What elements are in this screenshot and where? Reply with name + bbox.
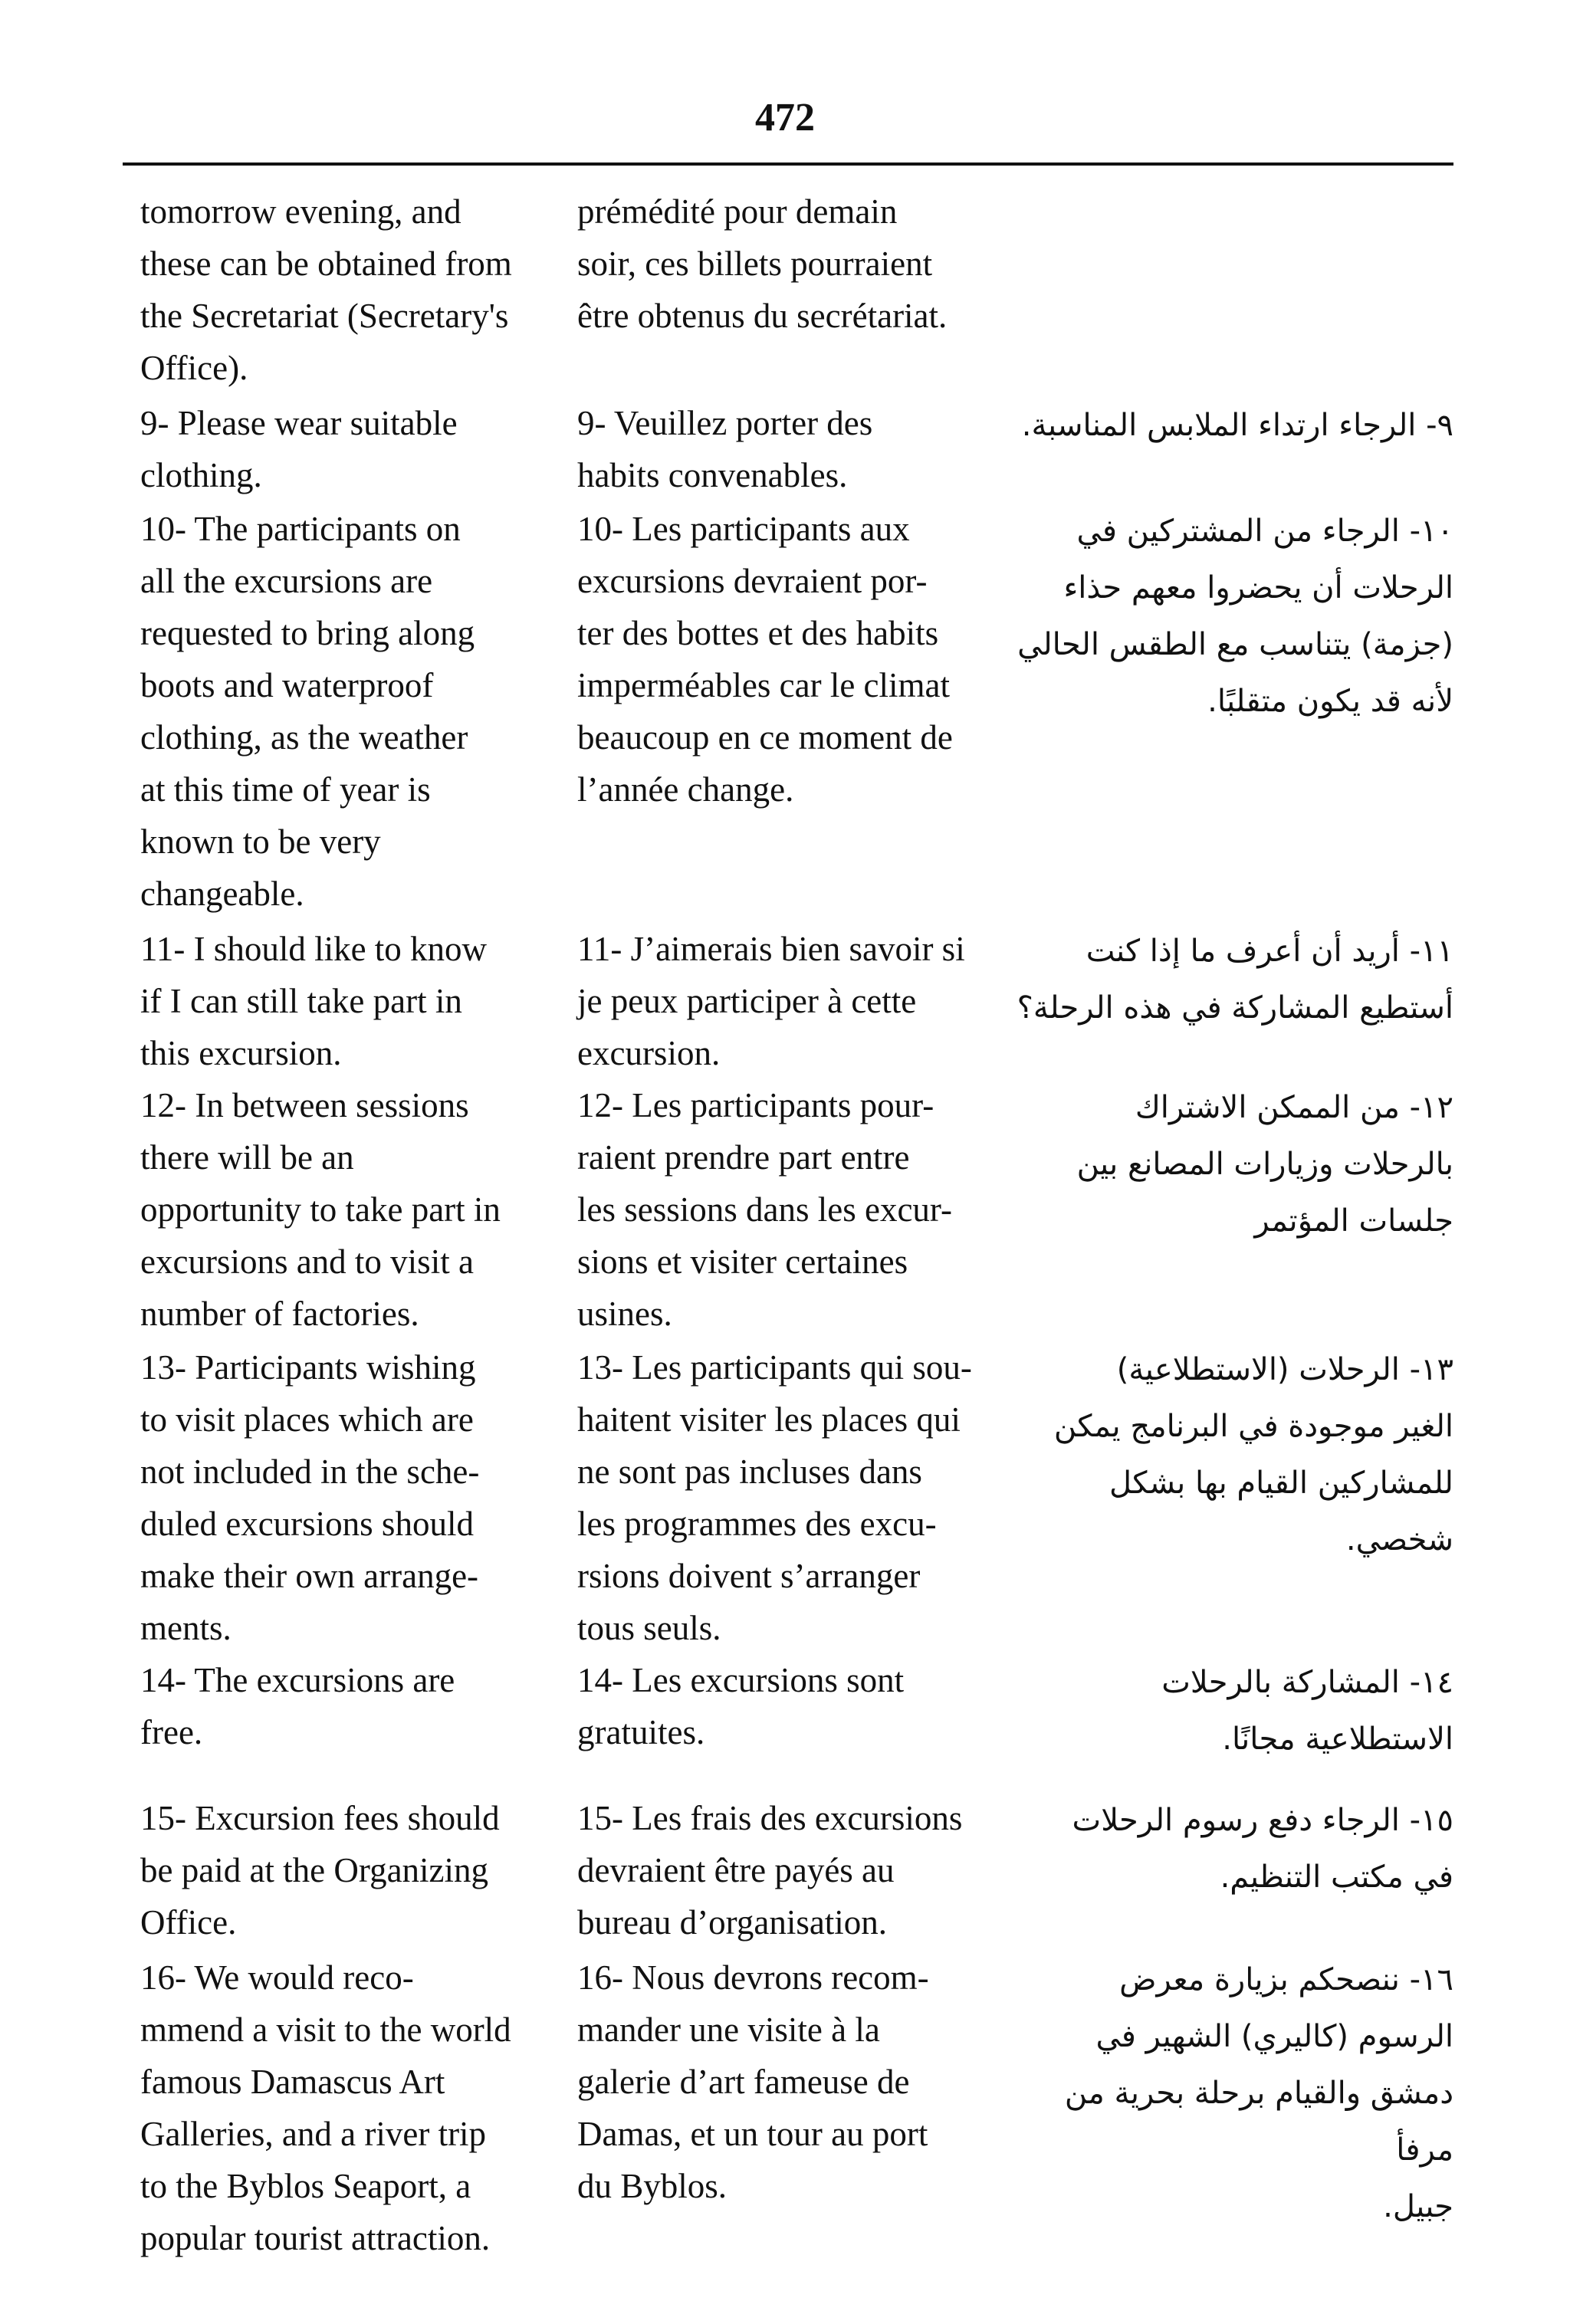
english-text: 11- I should like to know if I can still take part in this excursion. xyxy=(140,930,488,1072)
french-text: 10- Les participants aux excursions devraient por- ter des bottes et des habits imperméables car le climat beaucoup en ce moment de l’année change. xyxy=(577,510,953,809)
french-text: 14- Les excursions sont gratuites. xyxy=(577,1661,905,1751)
arabic-text: ١٢- من الممكن الاشتراك بالرحلات وزيارات المصانع بين جلسات المؤتمر xyxy=(1076,1090,1453,1239)
arabic-text: ٩- الرجاء ارتداء الملابس المناسبة. xyxy=(1021,408,1453,443)
english-text: 12- In between sessions there will be an opportunity to take part in excursions and to visit a number of factories. xyxy=(140,1086,501,1333)
english-text: 13- Participants wishing to visit places which are not included in the sche- duled excursions should make their own arrange- ments. xyxy=(140,1348,480,1647)
french-text: 15- Les frais des excursions devraient être payés au bureau d’organisation. xyxy=(577,1799,963,1942)
french-text: 16- Nous devrons recom- mander une visite à la galerie d’art fameuse de Damas, et un tour au port du Byblos. xyxy=(577,1958,929,2205)
english-text: 9- Please wear suitable clothing. xyxy=(140,404,458,494)
arabic-text: ١١- أريد أن أعرف ما إذا كنت أستطيع المشاركة في هذه الرحلة؟ xyxy=(1017,934,1453,1026)
french-text: 13- Les participants qui sou- haitent visiter les places qui ne sont pas incluses dans les programmes des excu- rsions doivent s’arranger tous seuls. xyxy=(577,1348,972,1647)
english-text: 10- The participants on all the excursions are requested to bring along boots and waterproof clothing, as the weather at this time of year is known to be very changeable. xyxy=(140,510,475,913)
english-text: 14- The excursions are free. xyxy=(140,1661,455,1751)
arabic-text: ١٤- المشاركة بالرحلات الاستطلاعية مجانًا. xyxy=(1161,1665,1453,1757)
french-text: 9- Veuillez porter des habits convenables. xyxy=(577,404,873,494)
arabic-text: ١٦- ننصحكم بزيارة معرض الرسوم (كاليري) الشهير في دمشق والقيام برحلة بحرية من مرفأ جبيل. xyxy=(1064,1962,1453,2224)
english-text: tomorrow evening, and these can be obtained from the Secretariat (Secretary's Office). xyxy=(140,192,512,387)
page-number: 472 xyxy=(755,96,815,140)
arabic-text: ١٣- الرحلات (الاستطلاعية) الغير موجودة في البرنامج يمكن للمشاركين القيام بها بشكل شخصي. xyxy=(1053,1352,1453,1558)
english-text: 16- We would reco- mmend a visit to the world famous Damascus Art Galleries, and a river trip to the Byblos Seaport, a popular tourist attraction. xyxy=(140,1958,511,2257)
arabic-text: ١٥- الرجاء دفع رسوم الرحلات في مكتب التنظيم. xyxy=(1072,1803,1453,1895)
french-text: 12- Les participants pour- raient prendre part entre les sessions dans les excur- sions et visiter certaines usines. xyxy=(577,1086,953,1333)
english-text: 15- Excursion fees should be paid at the Organizing Office. xyxy=(140,1799,500,1942)
french-text: 11- J’aimerais bien savoir si je peux participer à cette excursion. xyxy=(577,930,965,1072)
french-text: prémédité pour demain soir, ces billets pourraient être obtenus du secrétariat. xyxy=(577,192,948,335)
arabic-text: ١٠- الرجاء من المشتركين في الرحلات أن يحضروا معهم حذاء (جزمة) يتناسب مع الطقس الحالي لأنه قد يكون متقلبًا. xyxy=(1017,514,1453,719)
